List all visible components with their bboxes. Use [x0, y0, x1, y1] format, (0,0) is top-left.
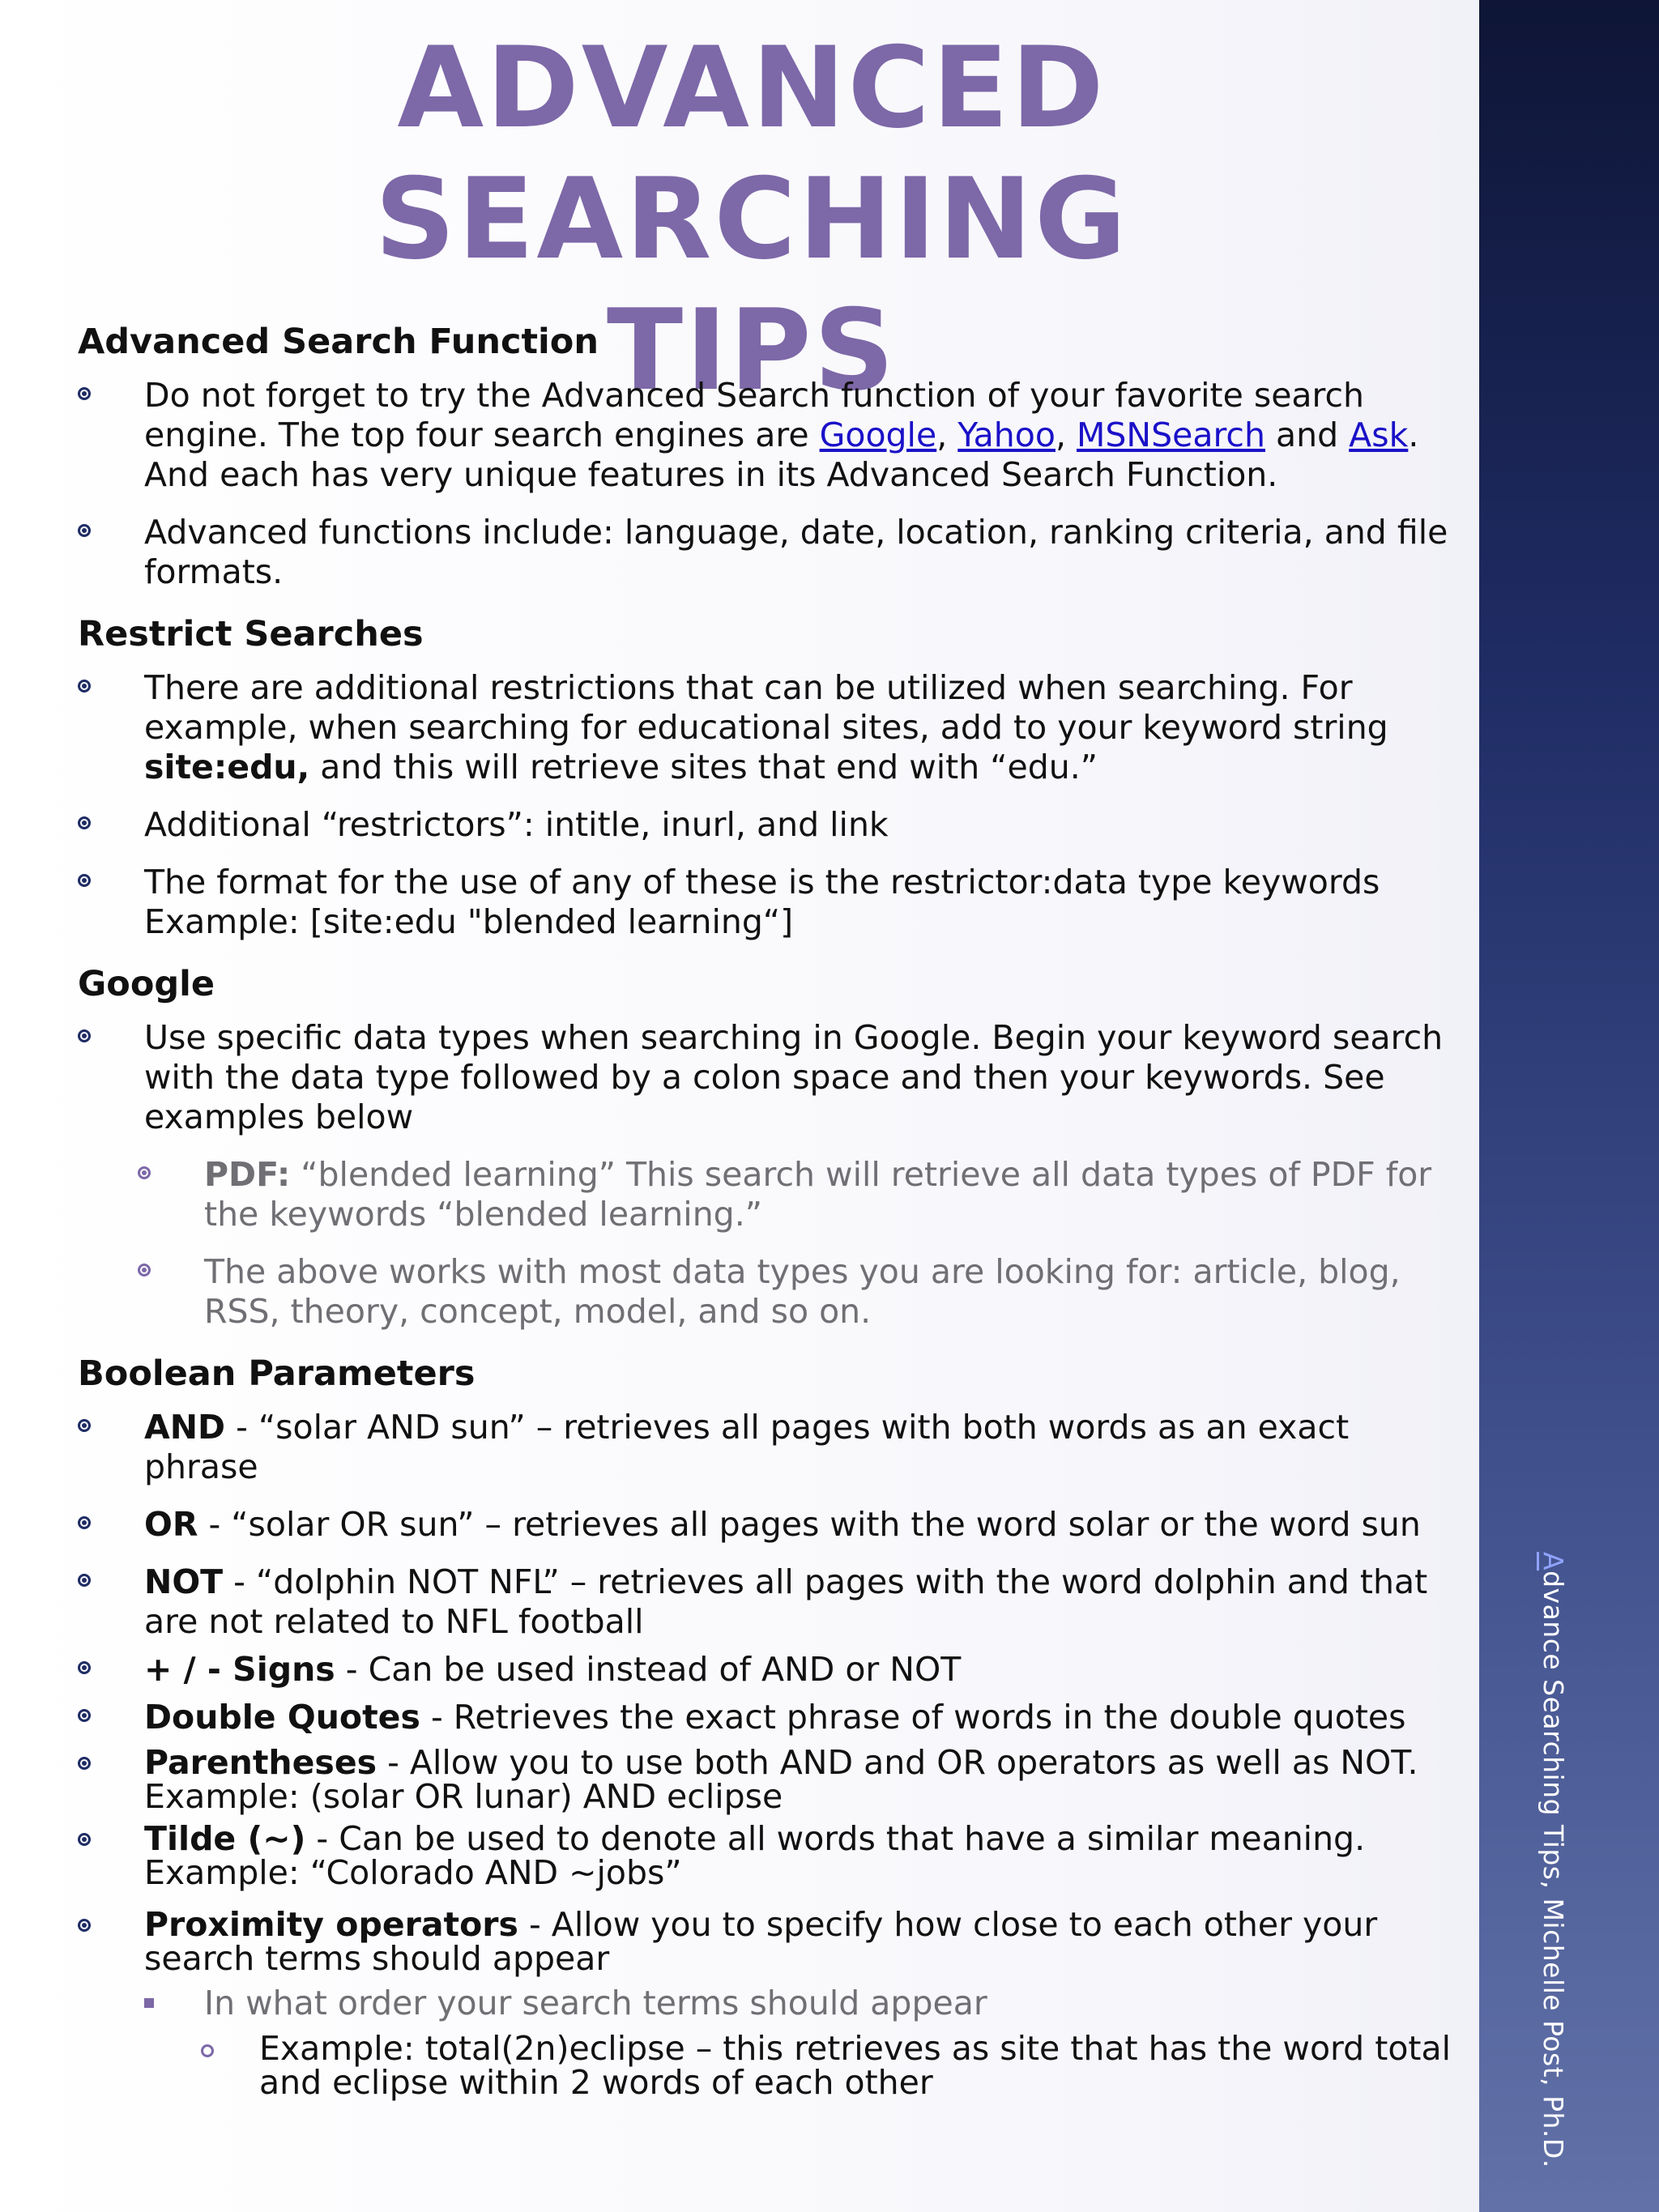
- item-bold-text: Parentheses: [144, 1743, 377, 1782]
- list-item-boolean-quotes: [78, 1698, 1460, 1737]
- list-item-boolean-parentheses: [78, 1743, 1460, 1816]
- item-text: - “dolphin NOT NFL” – retrieves all pages with the word dolphin and that are not related to NFL football: [144, 1562, 1428, 1641]
- item-text: Do not forget to try the Advanced Search function of your favorite search engine. The top four search engines are: [144, 376, 1365, 454]
- list-item-advanced-1: [78, 376, 1460, 495]
- item-text: - Can be used to denote all words that have a similar meaning.: [305, 1819, 1366, 1858]
- item-bold-text: site:edu,: [144, 748, 310, 786]
- list-item-restrict-1: [78, 668, 1460, 787]
- item-bold-text: OR: [144, 1505, 198, 1544]
- list-item-boolean-not: [78, 1562, 1460, 1642]
- heading-boolean-parameters: Boolean Parameters: [78, 1353, 476, 1394]
- separator-text: ,: [1055, 416, 1077, 454]
- link-google[interactable]: Google: [819, 416, 937, 454]
- sub-item-boolean-order: [138, 1984, 1460, 2023]
- side-band-first-letter[interactable]: A: [1537, 1552, 1569, 1571]
- item-text: - “solar AND sun” – retrieves all pages with both words as an exact phrase: [144, 1408, 1350, 1486]
- item-text: Use specific data types when searching in Google. Begin your keyword search with the data type followed by a colon space and then your keywords. See examples below: [144, 1018, 1444, 1136]
- link-msnsearch[interactable]: MSNSearch: [1077, 416, 1265, 454]
- item-bold-text: NOT: [144, 1562, 224, 1601]
- slide-title-line-1: ADVANCED SEARCHING: [374, 23, 1129, 284]
- list-item-restrict-2: [78, 805, 1460, 845]
- slide-title-line-2: TIPS: [606, 285, 897, 416]
- item-bold-text: PDF:: [204, 1155, 291, 1194]
- item-example: Example: “Colorado AND ~jobs”: [144, 1853, 682, 1892]
- item-text: - Allow you to use both AND and OR operators as well as NOT.: [377, 1743, 1418, 1782]
- item-text: - “solar OR sun” – retrieves all pages with the word solar or the word sun: [198, 1505, 1421, 1544]
- item-text: The format for the use of any of these is the restrictor:data type keywords: [144, 863, 1380, 901]
- ring-bullet-icon: [201, 2044, 214, 2057]
- item-text: Additional “restrictors”: intitle, inurl, and link: [144, 805, 889, 844]
- bullet-icon: [78, 1757, 91, 1770]
- bullet-icon: [78, 1574, 91, 1587]
- item-text: “blended learning” This search will retrieve all data types of PDF for the keywords “blended learning.”: [204, 1155, 1432, 1234]
- list-item-restrict-3: [78, 863, 1460, 942]
- heading-restrict-searches: Restrict Searches: [78, 614, 424, 654]
- separator-text: and: [1265, 416, 1350, 454]
- square-bullet-icon: [144, 1998, 154, 2008]
- bullet-icon: [78, 1919, 91, 1932]
- separator-text: ,: [936, 416, 958, 454]
- link-ask[interactable]: Ask: [1349, 416, 1409, 454]
- list-item-boolean-or: [78, 1505, 1460, 1545]
- side-band-rest: dvance Searching Tips, Michelle Post, Ph.D.: [1537, 1571, 1569, 2168]
- item-text: There are additional restrictions that can be utilized when searching. For example, when searching for educational sites, add to your keyword string: [144, 668, 1388, 747]
- list-item-boolean-tilde: [78, 1819, 1460, 1892]
- item-text: . And each has very unique features in its Advanced Search Function.: [144, 416, 1419, 494]
- link-yahoo[interactable]: Yahoo: [957, 416, 1056, 454]
- bullet-icon: [78, 524, 91, 537]
- item-text: - Retrieves the exact phrase of words in the double quotes: [420, 1698, 1406, 1737]
- list-item-boolean-signs: [78, 1650, 1460, 1690]
- item-text: Example: total(2n)eclipse – this retrieves as site that has the word total and eclipse within 2 words of each other: [259, 2029, 1451, 2102]
- bullet-icon: [78, 1419, 91, 1432]
- side-band: [1479, 0, 1659, 2212]
- bullet-icon: [138, 1166, 151, 1179]
- list-item-advanced-2: [78, 513, 1460, 592]
- sub-item-google-types: [138, 1252, 1460, 1332]
- item-text: and this will retrieve sites that end with “edu.”: [309, 748, 1098, 786]
- bullet-icon: [78, 680, 91, 693]
- bullet-icon: [78, 1516, 91, 1529]
- item-example: Example: (solar OR lunar) AND eclipse: [144, 1777, 783, 1816]
- bullet-icon: [78, 387, 91, 400]
- item-bold-text: + / - Signs: [144, 1650, 335, 1689]
- list-item-google-1: [78, 1018, 1460, 1137]
- item-text: In what order your search terms should appear: [204, 1984, 987, 2022]
- list-item-boolean-and: [78, 1408, 1460, 1487]
- heading-advanced-search: Advanced Search Function: [78, 322, 599, 362]
- slide-content: [78, 318, 1460, 2117]
- item-bold-text: Proximity operators: [144, 1905, 518, 1944]
- bullet-icon: [78, 874, 91, 887]
- bullet-icon: [78, 1709, 91, 1722]
- item-bold-text: Double Quotes: [144, 1698, 420, 1737]
- bullet-icon: [78, 1661, 91, 1674]
- bullet-icon: [78, 1029, 91, 1042]
- item-text: Advanced functions include: language, date, location, ranking criteria, and file formats.: [144, 513, 1448, 591]
- sub-item-boolean-example: [196, 2029, 1460, 2102]
- item-text: The above works with most data types you are looking for: article, blog, RSS, theory, concept, model, and so on.: [204, 1252, 1401, 1331]
- list-item-boolean-proximity: [78, 1905, 1460, 1978]
- bullet-icon: [78, 1833, 91, 1846]
- item-text: - Can be used instead of AND or NOT: [335, 1650, 962, 1689]
- heading-google: Google: [78, 964, 215, 1004]
- item-text: - Allow you to specify how close to each other your search terms should appear: [144, 1905, 1378, 1978]
- bullet-icon: [138, 1264, 151, 1276]
- side-band-caption: [1537, 1552, 1569, 2168]
- item-bold-text: AND: [144, 1408, 226, 1447]
- sub-item-google-pdf: [138, 1155, 1460, 1234]
- item-bold-text: Tilde (~): [144, 1819, 306, 1858]
- bullet-icon: [78, 816, 91, 829]
- item-example: Example: [site:edu "blended learning“]: [144, 902, 794, 941]
